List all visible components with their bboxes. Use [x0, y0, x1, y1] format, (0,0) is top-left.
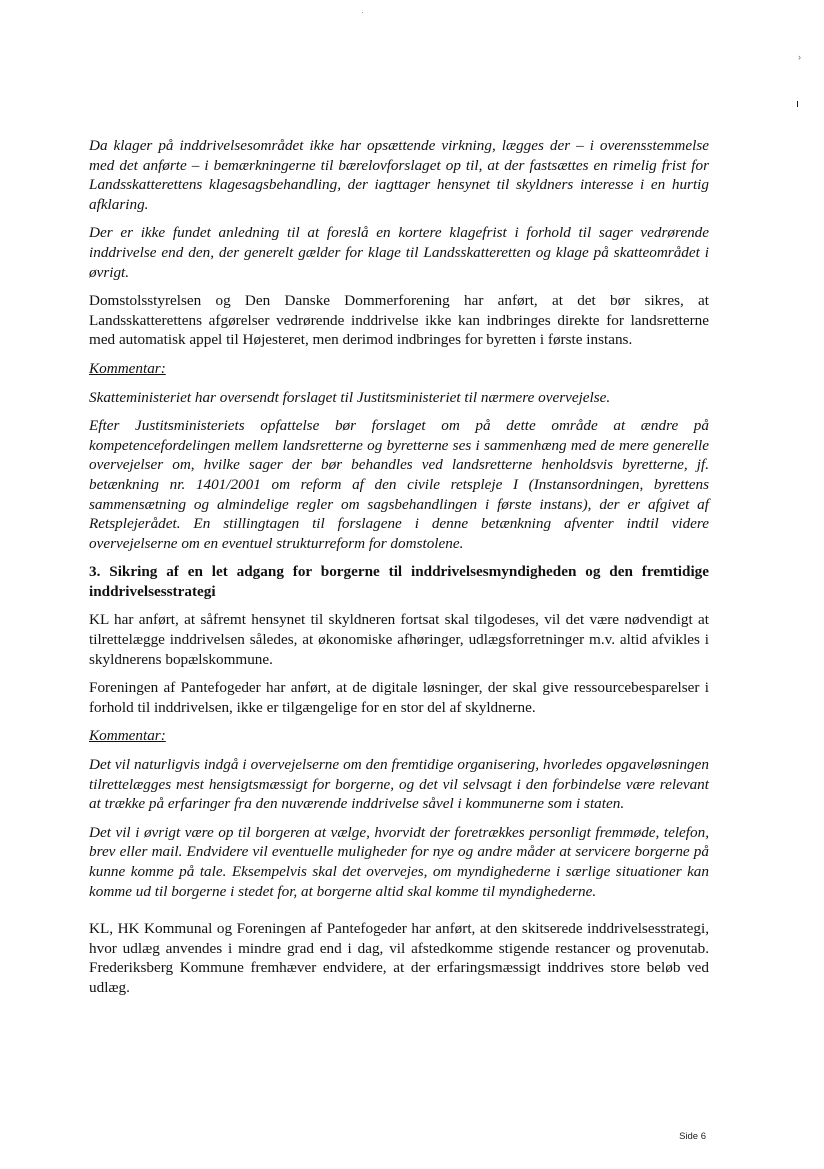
- paragraph: Skatteministeriet har oversendt forslaget til Justitsministeriet til nærmere overvejelse.: [89, 388, 611, 406]
- paragraph: Efter Justitsministeriets opfattelse bør forslaget om på dette område at ændre på kompetencefordelingen mellem landsretterne og byretterne ses i sammenhæng med de mere generelle overvejelser om, hvilke sager der bør behandles ved landsretterne henholdsvis byretterne, jf. betænkning nr. 1401/2001 om reform af den civile retspleje I (Instansordningen, byrettens sammensætning og almindelige regler om sagsbehandlingen i første instans), der er afgivet af Retsplejerådet. En stillingtagen til forslagene i denne betænkning afventer indtil videre overvejelserne om en eventuel strukturreform for domstolene.: [89, 417, 709, 552]
- paragraph: Det vil i øvrigt være op til borgeren at vælge, hvorvidt der foretrækkes personligt fremmøde, telefon, brev eller mail. Endvidere vil eventuelle muligheder for nye og andre måder at servicere borgerne på kunne komme på tale. Eksempelvis skal det overvejes, om myndighederne i særlige situationer kan komme ud til borgerne i stedet for, at borgerne altid skal komme til myndighederne.: [89, 823, 709, 900]
- paragraph: Foreningen af Pantefogeder har anført, at de digitale løsninger, der skal give ressourcebesparelser i forhold til inddrivelsen, ikke er tilgængelige for en stor del af skyldnerne.: [89, 679, 709, 716]
- comment-label: Kommentar:: [89, 359, 166, 377]
- comment-label: Kommentar:: [89, 727, 166, 745]
- paragraph: Da klager på inddrivelsesområdet ikke har opsættende virkning, lægges der – i overensstemmelse med det anførte – i bemærkningerne til bærelovforslaget op til, at der fastsættes en rimelig frist for Landsskatterettens klagesagsbehandling, der iagttager hensynet til skyldners interesse i en hurtig afklaring.: [89, 137, 709, 213]
- section-heading: 3. Sikring af en let adgang for borgerne til inddrivelsesmyndigheden og den fremtidige inddrivelsesstrategi: [89, 563, 709, 600]
- scan-speck: [362, 12, 363, 13]
- paragraph: KL, HK Kommunal og Foreningen af Pantefogeder har anført, at den skitserede inddrivelsesstrategi, hvor udlæg anvendes i mindre grad end i dag, vil afstedkomme stigende restancer og provenutab. Frederiksberg Kommune fremhæver endvidere, at der erfaringsmæssigt inddrives store beløb ved udlæg.: [89, 920, 709, 996]
- scan-mark: ›: [798, 52, 801, 62]
- scan-mark: ı: [796, 98, 800, 110]
- paragraph: Der er ikke fundet anledning til at foreslå en kortere klagefrist i forhold til sager vedrørende inddrivelse end den, der generelt gælder for klage til Landsskatteretten og klage på skatteområdet i øvrigt.: [89, 224, 709, 281]
- spacer: [89, 910, 709, 919]
- document-body: [89, 136, 709, 1007]
- paragraph: Domstolsstyrelsen og Den Danske Dommerforening har anført, at det bør sikres, at Landsskatterettens afgørelser vedrørende inddrivelse ikke kan indbringes direkte for landsretterne med automatisk appel til Højesteret, men derimod indbringes for byretten i første instans.: [89, 292, 709, 349]
- paragraph: Det vil naturligvis indgå i overvejelserne om den fremtidige organisering, hvorledes opgaveløsningen tilrettelægges mest hensigtsmæssigt for borgerne, og det vil selvsagt i den forbindelse være relevant at trække på erfaringer fra den nuværende inddrivelse såvel i kommunerne som i staten.: [89, 756, 709, 813]
- page-number: Side 6: [679, 1131, 706, 1142]
- paragraph: KL har anført, at såfremt hensynet til skyldneren fortsat skal tilgodeses, vil det være nødvendigt at tilrettelægge inddrivelsen således, at økonomiske afhøringer, udlægsforretninger m.v. altid afvikles i skyldnerens bopælskommune.: [89, 611, 709, 668]
